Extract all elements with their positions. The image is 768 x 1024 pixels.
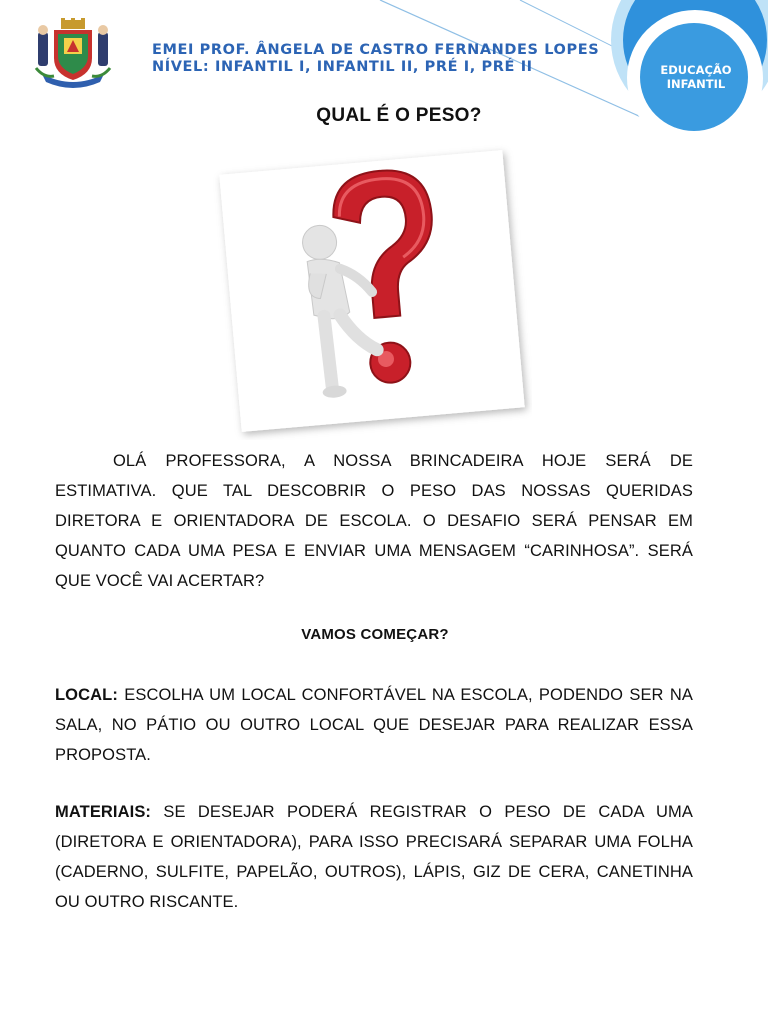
materiais-label: MATERIAIS:	[55, 803, 152, 821]
municipal-coat-of-arms-icon	[34, 18, 112, 88]
figure-leaning-on-question-mark-icon	[212, 142, 532, 440]
page-title: QUAL É O PESO?	[316, 105, 482, 126]
local-paragraph	[55, 680, 693, 770]
badge-line-2: INFANTIL	[666, 77, 726, 91]
materiais-paragraph	[55, 797, 693, 917]
badge-line-1: EDUCAÇÃO	[660, 63, 732, 77]
materiais-text: SE DESEJAR PODERÁ REGISTRAR O PESO DE CADA UMA (DIRETORA E ORIENTADORA), PARA ISSO PRECISARÁ SEPARAR UMA FOLHA (CADERNO, SULFITE, PAPELÃO, OUTROS), LÁPIS, GIZ DE CERA, CANETINHA OU OUTRO RISCANTE.	[55, 803, 693, 911]
local-text: ESCOLHA UM LOCAL CONFORTÁVEL NA ESCOLA, PODENDO SER NA SALA, NO PÁTIO OU OUTRO LOCAL QUE DESEJAR PARA REALIZAR ESSA PROPOSTA.	[55, 686, 693, 764]
school-levels: NÍVEL: INFANTIL I, INFANTIL II, PRÉ I, PRÉ II	[152, 59, 533, 75]
educacao-infantil-badge	[640, 40, 752, 114]
local-label: LOCAL:	[55, 686, 118, 704]
document-header	[0, 0, 768, 115]
school-name: EMEI PROF. ÂNGELA DE CASTRO FERNANDES LOPES	[152, 42, 600, 58]
start-heading: VAMOS COMEÇAR?	[301, 626, 449, 643]
intro-paragraph: OLÁ PROFESSORA, A NOSSA BRINCADEIRA HOJE SERÁ DE ESTIMATIVA. QUE TAL DESCOBRIR O PESO DAS NOSSAS QUERIDAS DIRETORA E ORIENTADORA DE ESCOLA. O DESAFIO SERÁ PENSAR EM QUANTO CADA UMA PESA E ENVIAR UMA MENSAGEM “CARINHOSA”. SERÁ QUE VOCÊ VAI ACERTAR?	[55, 452, 693, 590]
